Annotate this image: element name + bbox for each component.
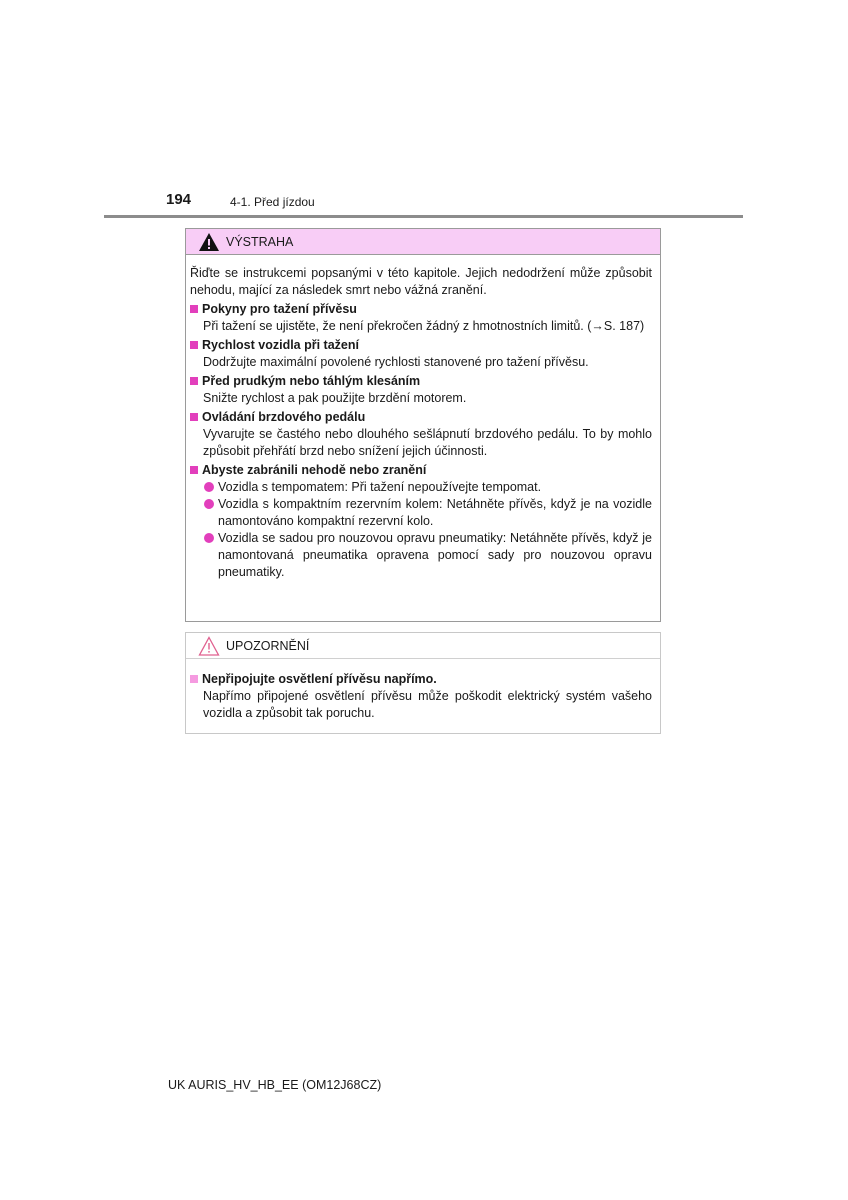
caution-body [186,659,660,722]
warning-box [185,228,661,622]
caution-header [186,633,660,659]
square-bullet-icon [190,466,198,474]
warning-item-title: Rychlost vozidla při tažení [190,337,652,354]
caution-label: UPOZORNĚNÍ [226,638,310,653]
warning-item-text: Vyvarujte se častého nebo dlouhého sešlápnutí brzdového pedálu. To by mohlo způsobit přehřátí brzd nebo snížení jejich účinnosti. [203,427,652,458]
warning-item-text: Snižte rychlost a pak použijte brzdění motorem. [203,391,467,405]
header-rule [104,215,743,218]
caution-triangle-icon [198,636,220,656]
warning-body [186,255,660,581]
warning-bullet: Vozidla se sadou pro nouzovou opravu pneumatiky: Netáhněte přívěs, když je namontovaná pneumatika opravena pomocí sady pro nouzovou opravu pneumatiky. [190,530,652,581]
warning-item-text: Při tažení se ujistěte, že není překročen žádný z hmotnostních limitů. (→S. 187) [203,319,645,333]
square-bullet-icon [190,377,198,385]
warning-item-title: Pokyny pro tažení přívěsu [190,301,652,318]
round-bullet-icon [204,482,214,492]
warning-triangle-icon [198,232,220,252]
square-bullet-icon [190,413,198,421]
square-bullet-icon [190,341,198,349]
round-bullet-icon [204,533,214,543]
warning-bullet: Vozidla s tempomatem: Při tažení nepoužívejte tempomat. [190,479,652,496]
warning-label: VÝSTRAHA [226,234,294,249]
round-bullet-icon [204,499,214,509]
section-title: 4-1. Před jízdou [230,195,315,209]
warning-bullet: Vozidla s kompaktním rezervním kolem: Netáhněte přívěs, když je na vozidle namontováno kompaktní rezervní kolo. [190,496,652,530]
page-number: 194 [166,191,192,208]
square-bullet-icon [190,305,198,313]
footer-code: UK AURIS_HV_HB_EE (OM12J68CZ) [168,1078,382,1092]
warning-item-text: Dodržujte maximální povolené rychlosti stanovené pro tažení přívěsu. [203,355,589,369]
caution-item-title: Nepřipojujte osvětlení přívěsu napřímo. [190,671,652,688]
warning-item-title: Ovládání brzdového pedálu [190,409,652,426]
square-bullet-icon [190,675,198,683]
caution-box [185,632,661,734]
warning-intro: Řiďte se instrukcemi popsanými v této kapitole. Jejich nedodržení může způsobit nehodu, mající za následek smrt nebo vážná zranění. [190,266,652,297]
warning-item-title: Před prudkým nebo táhlým klesáním [190,373,652,390]
caution-item-text: Napřímo připojené osvětlení přívěsu může poškodit elektrický systém vašeho vozidla a způsobit tak poruchu. [203,689,652,720]
warning-item-title: Abyste zabránili nehodě nebo zranění [190,462,652,479]
warning-header [186,229,660,255]
